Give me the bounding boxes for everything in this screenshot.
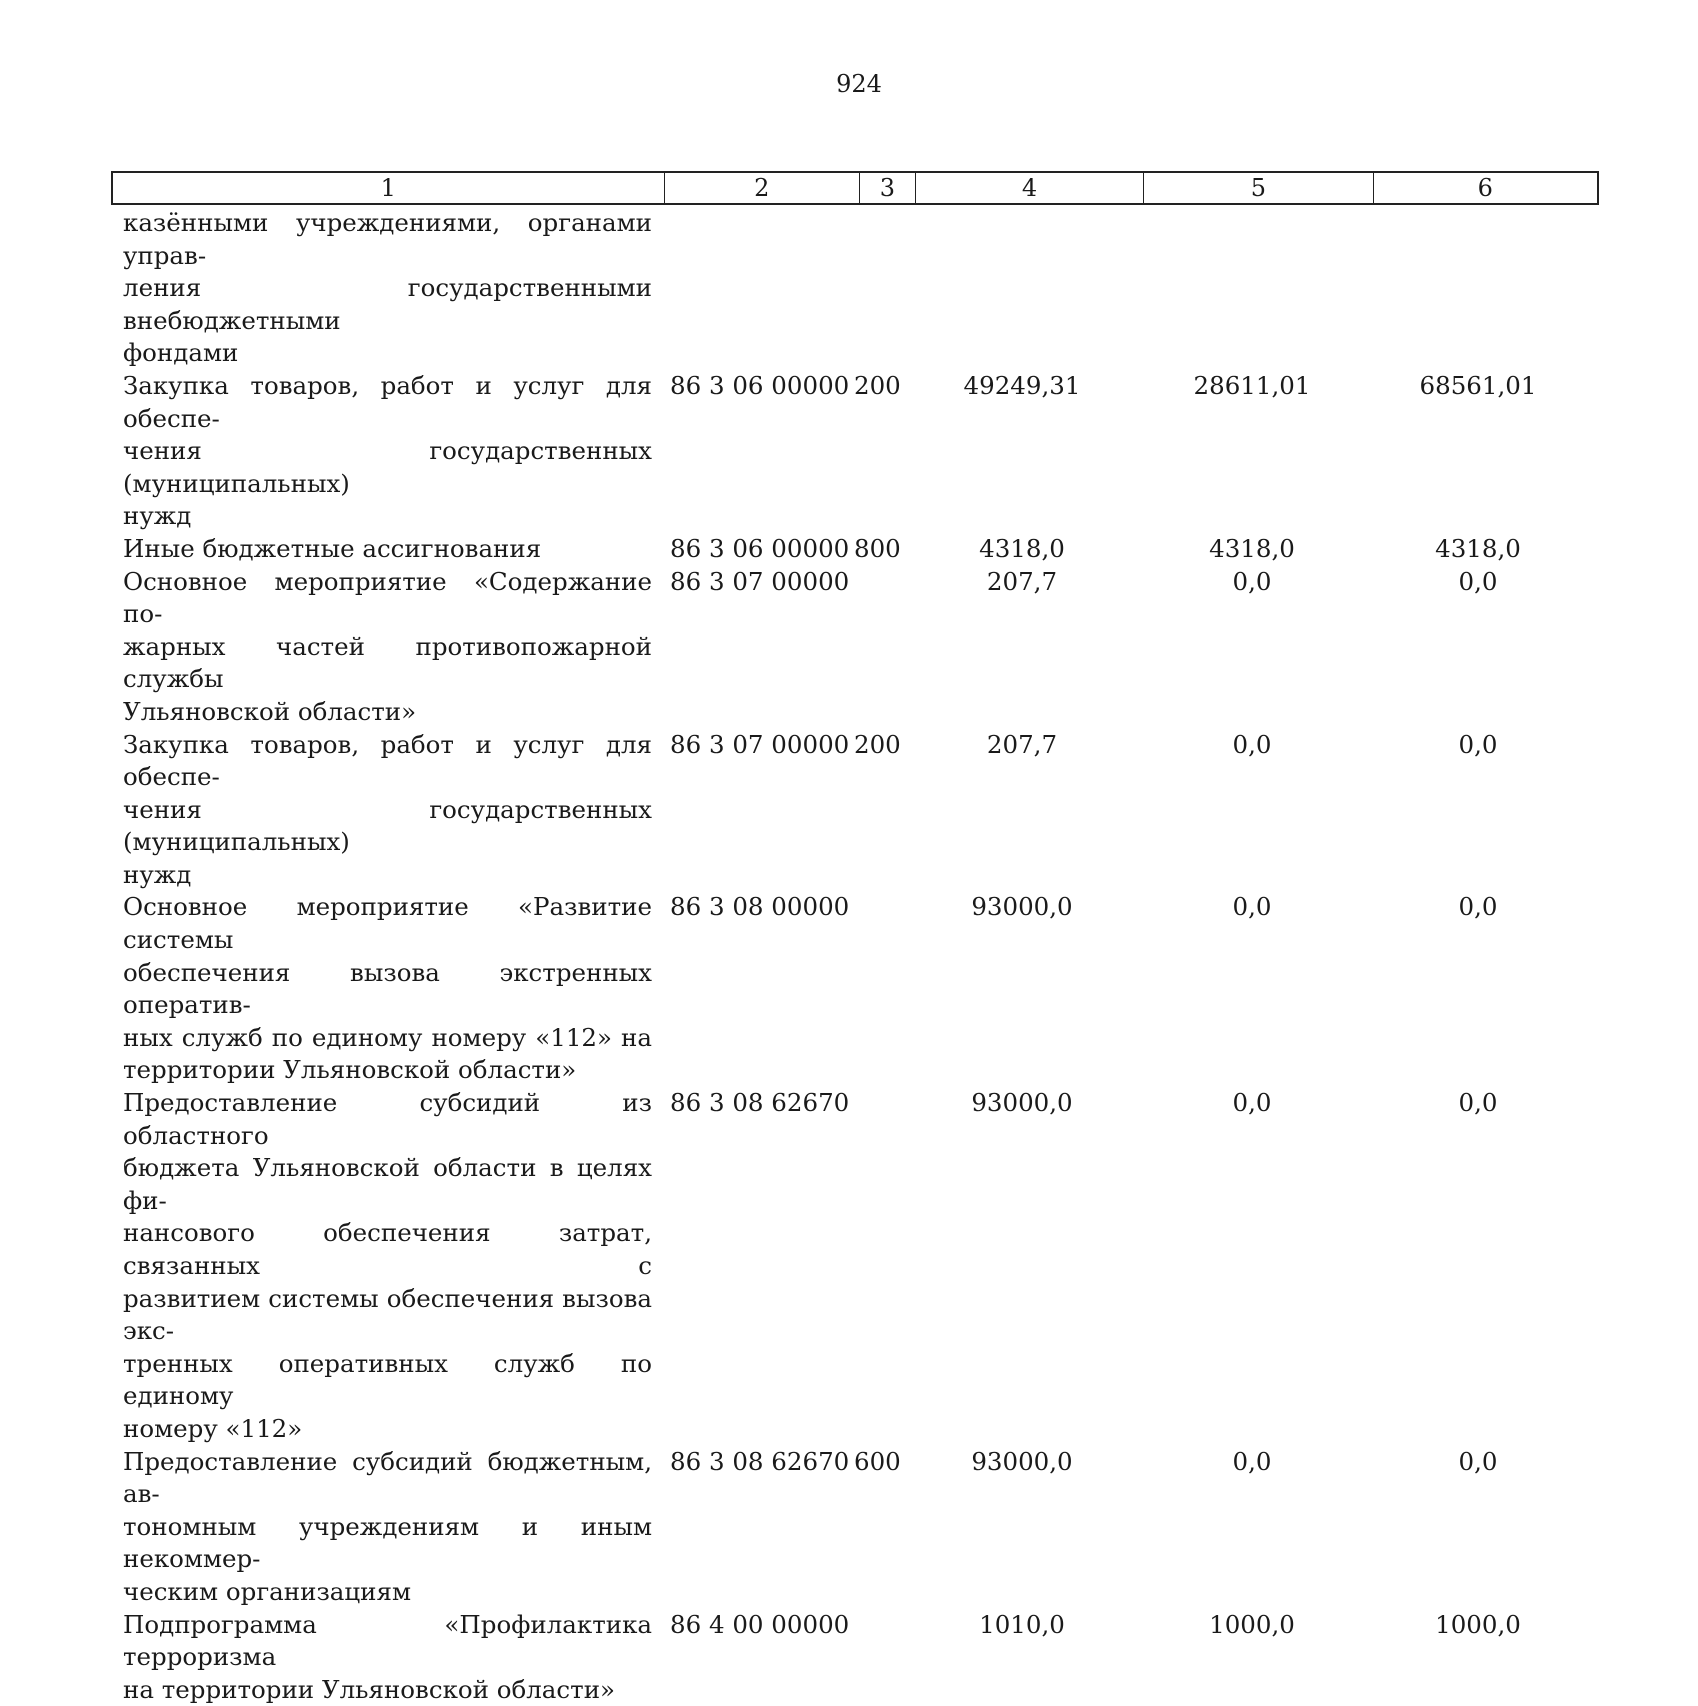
row-value-col4: 4318,0 <box>979 533 1065 563</box>
row-value-col6: 0,0 <box>1458 892 1498 922</box>
table-body <box>111 207 1599 1706</box>
row-expense-type: 200 <box>854 370 901 400</box>
row-expense-type <box>852 207 907 370</box>
row-value-col4: 49249,31 <box>963 370 1081 400</box>
row-description-line: нужд <box>123 859 192 889</box>
row-expense-type <box>852 566 907 729</box>
row-value-col6: 0,0 <box>1458 1446 1498 1476</box>
table-row <box>111 207 1599 370</box>
row-description-line: обеспечения вызова экстренных оператив- <box>123 957 652 1020</box>
row-description-line: нужд <box>123 501 192 531</box>
table-row <box>111 533 1599 566</box>
header-col-4: 4 <box>916 173 1144 203</box>
row-value-col6: 4318,0 <box>1435 533 1521 563</box>
row-value-col5: 0,0 <box>1232 1446 1272 1476</box>
row-value-col5 <box>1137 207 1367 370</box>
row-description-line: ных служб по единому номеру «112» на <box>123 1022 652 1052</box>
row-code: 86 3 08 62670 <box>670 1088 850 1118</box>
row-description-line: территории Ульяновской области» <box>123 1055 577 1085</box>
row-value-col6 <box>1367 207 1589 370</box>
table-row <box>111 1087 1599 1446</box>
header-col-6: 6 <box>1477 174 1493 202</box>
header-col-1: 1 <box>113 173 665 203</box>
row-code: 86 3 06 00000 <box>670 370 850 400</box>
row-description <box>111 207 652 370</box>
row-code: 86 3 07 00000 <box>670 729 850 759</box>
row-value-col4: 93000,0 <box>971 1446 1073 1476</box>
row-description <box>111 533 652 566</box>
row-value-col4: 93000,0 <box>971 1088 1073 1118</box>
row-code: 86 3 08 62670 <box>670 1446 850 1476</box>
row-description-line: фондами <box>123 338 239 368</box>
row-code: 86 3 07 00000 <box>670 566 850 596</box>
row-value-col5: 0,0 <box>1232 729 1272 759</box>
row-description-line: казёнными учреждениями, органами управ- <box>123 208 652 270</box>
row-value-col6: 0,0 <box>1458 729 1498 759</box>
row-description <box>111 1087 652 1446</box>
row-description-line: на территории Ульяновской области» <box>123 1674 616 1704</box>
header-col-2: 2 <box>665 173 860 203</box>
row-description <box>111 1446 652 1609</box>
row-value-col6: 0,0 <box>1458 1088 1498 1118</box>
row-value-col6: 0,0 <box>1458 566 1498 596</box>
row-value-col5: 28611,01 <box>1193 370 1311 400</box>
row-description-line: жарных частей противопожарной службы <box>123 631 652 694</box>
row-value-col5: 1000,0 <box>1209 1609 1295 1639</box>
table-row <box>111 729 1599 892</box>
row-description-line: чения государственных (муниципальных) <box>123 794 652 857</box>
table-row <box>111 566 1599 729</box>
row-description-line: бюджета Ульяновской области в целях фи- <box>123 1153 652 1215</box>
row-value-col6: 68561,01 <box>1419 370 1537 400</box>
page-number: 924 <box>836 70 882 98</box>
table-row <box>111 1609 1599 1706</box>
row-expense-type: 600 <box>854 1446 901 1476</box>
row-value-col5: 0,0 <box>1232 566 1272 596</box>
row-description-line: Основное мероприятие «Содержание по- <box>123 566 652 629</box>
row-value-col6: 1000,0 <box>1435 1609 1521 1639</box>
row-description-line: Основное мероприятие «Развитие системы <box>123 892 652 955</box>
header-col-3: 3 <box>860 173 916 203</box>
row-expense-type <box>852 891 907 1087</box>
row-description-line: ления государственными внебюджетными <box>123 273 652 335</box>
row-description <box>111 729 652 892</box>
row-description-line: Иные бюджетные ассигнования <box>123 533 542 563</box>
row-description-line: развитием системы обеспечения вызова экс- <box>123 1283 652 1346</box>
row-value-col5: 0,0 <box>1232 892 1272 922</box>
row-description-line: нансового обеспечения затрат, связанных с <box>123 1218 652 1280</box>
row-description-line: Закупка товаров, работ и услуг для обеспе- <box>123 370 652 433</box>
row-value-col4 <box>907 207 1137 370</box>
row-description <box>111 370 652 533</box>
row-code <box>652 207 852 370</box>
row-description-line: Подпрограмма «Профилактика терроризма <box>123 1609 652 1672</box>
row-description-line: тономным учреждениям и иным некоммер- <box>123 1511 652 1574</box>
row-description-line: номеру «112» <box>123 1413 303 1443</box>
table-header-row <box>111 171 1599 205</box>
row-description-line: Предоставление субсидий из областного <box>123 1088 652 1150</box>
row-description-line: чения государственных (муниципальных) <box>123 436 652 498</box>
row-value-col4: 1010,0 <box>979 1609 1065 1639</box>
row-value-col5: 4318,0 <box>1209 533 1295 563</box>
table-row <box>111 891 1599 1087</box>
row-expense-type <box>852 1609 907 1706</box>
header-col-5: 5 <box>1144 173 1373 203</box>
row-code: 86 3 06 00000 <box>670 533 850 563</box>
row-value-col4: 207,7 <box>986 566 1058 596</box>
row-description-line: Предоставление субсидий бюджетным, ав- <box>123 1446 652 1509</box>
row-value-col4: 93000,0 <box>971 892 1073 922</box>
row-expense-type: 800 <box>854 533 901 563</box>
row-description <box>111 891 652 1087</box>
row-code: 86 4 00 00000 <box>670 1609 850 1639</box>
row-description <box>111 1609 652 1706</box>
table-row <box>111 1446 1599 1609</box>
row-expense-type <box>852 1087 907 1446</box>
row-value-col5: 0,0 <box>1232 1088 1272 1118</box>
row-description <box>111 566 652 729</box>
row-description-line: Ульяновской области» <box>123 696 417 726</box>
row-value-col4: 207,7 <box>986 729 1058 759</box>
row-description-line: ческим организациям <box>123 1576 412 1606</box>
row-expense-type: 200 <box>854 729 901 759</box>
row-description-line: тренных оперативных служб по единому <box>123 1348 652 1411</box>
row-description-line: Закупка товаров, работ и услуг для обеспе- <box>123 729 652 792</box>
table-row <box>111 370 1599 533</box>
row-code: 86 3 08 00000 <box>670 892 850 922</box>
